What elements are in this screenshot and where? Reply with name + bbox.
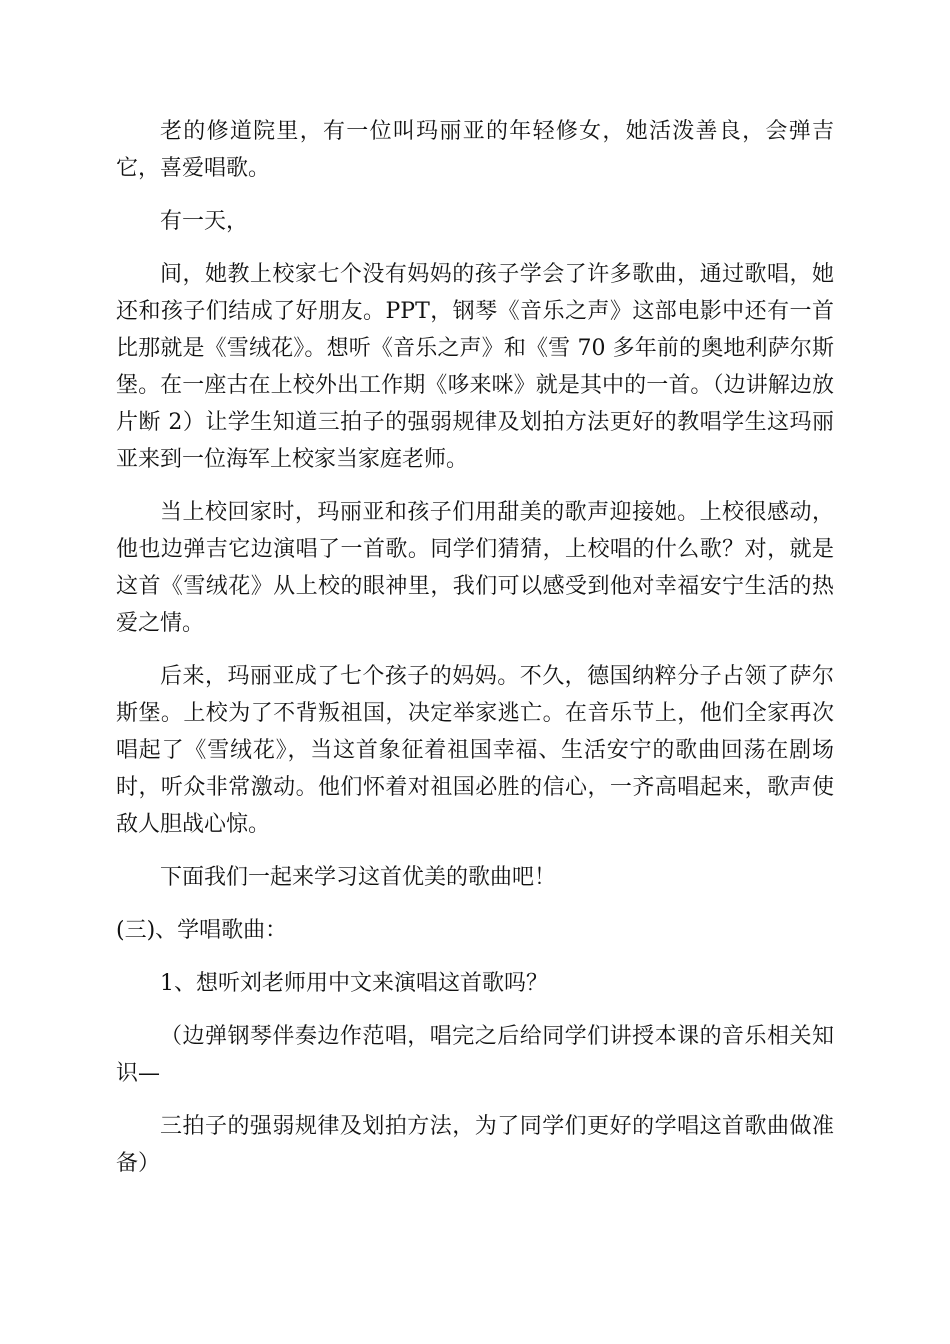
section-heading-learn-song: (三)、学唱歌曲： — [116, 918, 288, 943]
paragraph-triple-meter: 三拍子的强弱规律及划拍方法，为了同学们更好的学唱这首歌曲做准备） — [116, 1114, 834, 1176]
paragraph-lets-learn: 下面我们一起来学习这首优美的歌曲吧！ — [160, 865, 557, 890]
paragraph-one-day: 有一天， — [160, 209, 249, 234]
paragraph-demo-singing: （边弹钢琴伴奏边作范唱，唱完之后给同学们讲授本课的音乐相关知识— — [116, 1024, 834, 1086]
paragraph-later-escape: 后来，玛丽亚成了七个孩子的妈妈。不久，德国纳粹分子占领了萨尔斯堡。上校为了不背叛祖国，决定举家逃亡。在音乐节上，他们全家再次唱起了《雪绒花》，当这首象征着祖国幸福、生活安宁的歌曲回荡在剧场时，听众非常激动。他们怀着对祖国必胜的信心，一齐高唱起来，歌声使敌人胆战心惊。 — [116, 664, 834, 837]
paragraph-step-one: 1、想听刘老师用中文来演唱这首歌吗？ — [160, 971, 548, 996]
document-body — [116, 113, 834, 1198]
paragraph-colonel-return: 当上校回家时，玛丽亚和孩子们用甜美的歌声迎接她。上校很感动，他也边弹吉它边演唱了一首歌。同学们猜猜，上校唱的什么歌？对，就是这首《雪绒花》从上校的眼神里，我们可以感受到他对幸福安宁生活的热爱之情。 — [116, 500, 834, 636]
paragraph-teaching-children: 间，她教上校家七个没有妈妈的孩子学会了许多歌曲，通过歌唱，她还和孩子们结成了好朋友。PPT，钢琴《音乐之声》这部电影中还有一首比那就是《雪绒花》。想听《音乐之声》和《雪 70 多年前的奥地利萨尔斯堡。在一座古在上校外出工作期《哆来咪》就是其中的一首。（边讲解边放片断 2）让学生知道三拍子的强弱规律及划拍方法更好的教唱学生这玛丽亚来到一位海军上校家当家庭老师。 — [116, 262, 834, 472]
paragraph-convent-intro: 老的修道院里，有一位叫玛丽亚的年轻修女，她活泼善良，会弹吉它，喜爱唱歌。 — [116, 119, 834, 181]
